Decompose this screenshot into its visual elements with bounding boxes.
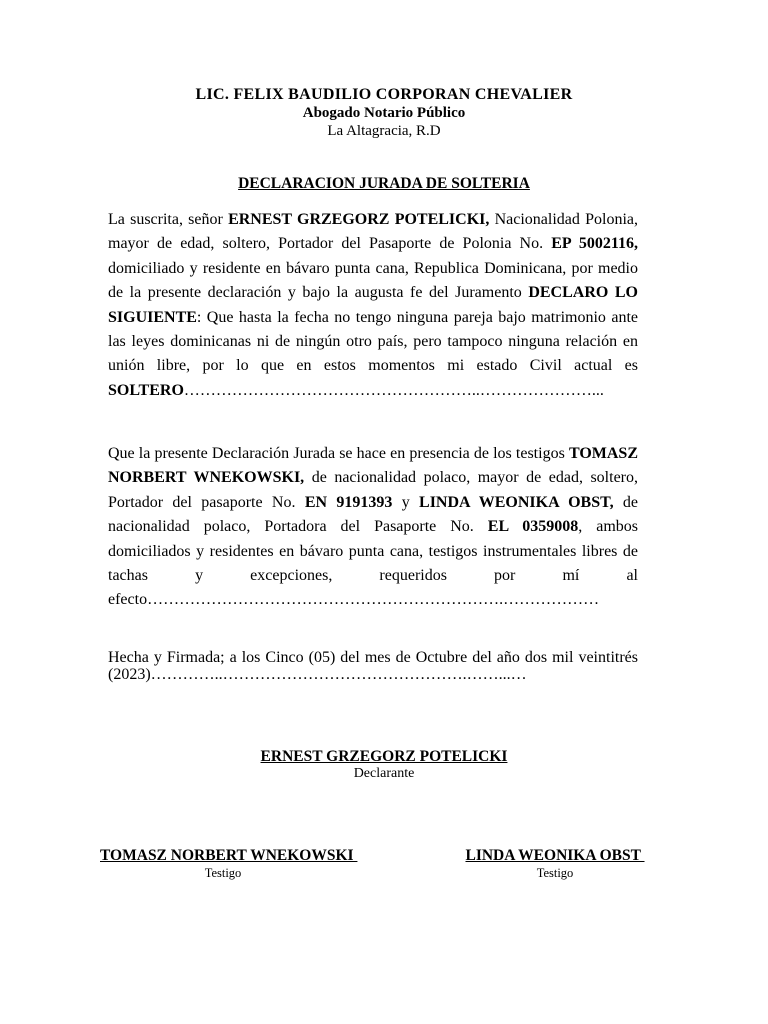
lawyer-name: LIC. FELIX BAUDILIO CORPORAN CHEVALIER xyxy=(195,86,573,103)
witness2-name: LINDA WEONIKA OBST, xyxy=(419,493,614,511)
declarant-passport: EP 5002116, xyxy=(551,235,639,253)
document-title: DECLARACION JURADA DE SOLTERIA xyxy=(238,175,530,192)
signing-date-paragraph: Hecha y Firmada; a los Cinco (05) del mes de Octubre del año dos mil veintitrés (2023)…………..……………………………………….……...… xyxy=(108,649,638,683)
witness1-role: Testigo xyxy=(204,866,242,880)
witness1-signature-block xyxy=(100,847,358,881)
text-run: de nacionalidad polaco, mayor de edad, soltero, Portador del pasaporte No. xyxy=(108,469,639,511)
declaration-paragraph xyxy=(108,208,638,403)
lawyer-location: La Altagracia, R.D xyxy=(327,123,441,139)
declarant-signature-name: ERNEST GRZEGORZ POTELICKI xyxy=(260,748,508,765)
text-run: : Que hasta la fecha no tengo ninguna pareja bajo matrimonio ante las leyes dominicanas ni de ningún otro país, pero tampoco ninguna relación en unión libre, por lo que en estos momentos mi estado Civil actual es xyxy=(108,308,638,375)
witness1-passport: EN 9191393 xyxy=(304,493,393,511)
witness2-signature-name: LINDA WEONIKA OBST xyxy=(465,847,645,864)
declarant-role: Declarante xyxy=(353,766,415,781)
letterhead xyxy=(0,86,768,140)
lawyer-title: Abogado Notario Público xyxy=(302,105,466,121)
witness1-signature-name: TOMASZ NORBERT WNEKOWSKI xyxy=(100,847,358,864)
text-run: de nacionalidad polaco, Portadora del Pasaporte No. xyxy=(108,493,639,536)
text-run: domiciliado y residente en bávaro punta cana, Republica Dominicana, por medio de la presente declaración y bajo la augusta fe del Juramento xyxy=(108,259,638,302)
text-run: Que la presente Declaración Jurada se hace en presencia de los testigos xyxy=(108,445,569,462)
civil-status: SOLTERO xyxy=(108,381,184,399)
declarant-signature-block xyxy=(0,748,768,782)
witness1-name: TOMASZ NORBERT WNEKOWSKI, xyxy=(108,445,638,487)
text-run: ………………………………………………..…………………... xyxy=(183,381,604,399)
witnesses-paragraph xyxy=(108,442,638,613)
text-run: y xyxy=(392,493,420,511)
text-run: , ambos domiciliados y residentes en bávaro punta cana, testigos instrumentales libres de tachas y excepciones, requeridos por mí al efecto………………………………………………………….……………… xyxy=(108,518,638,609)
text-run: Nacionalidad Polonia, mayor de edad, soltero, Portador del Pasaporte de Polonia No. xyxy=(108,211,639,253)
text-run: La suscrita, señor xyxy=(108,211,229,228)
declaration-heading: DECLARO LO SIGUIENTE xyxy=(108,284,639,326)
declarant-name: ERNEST GRZEGORZ POTELICKI, xyxy=(228,211,490,228)
witness2-role: Testigo xyxy=(536,866,574,880)
witness2-passport: EL 0359008 xyxy=(487,518,579,536)
witness2-signature-block xyxy=(440,847,670,881)
